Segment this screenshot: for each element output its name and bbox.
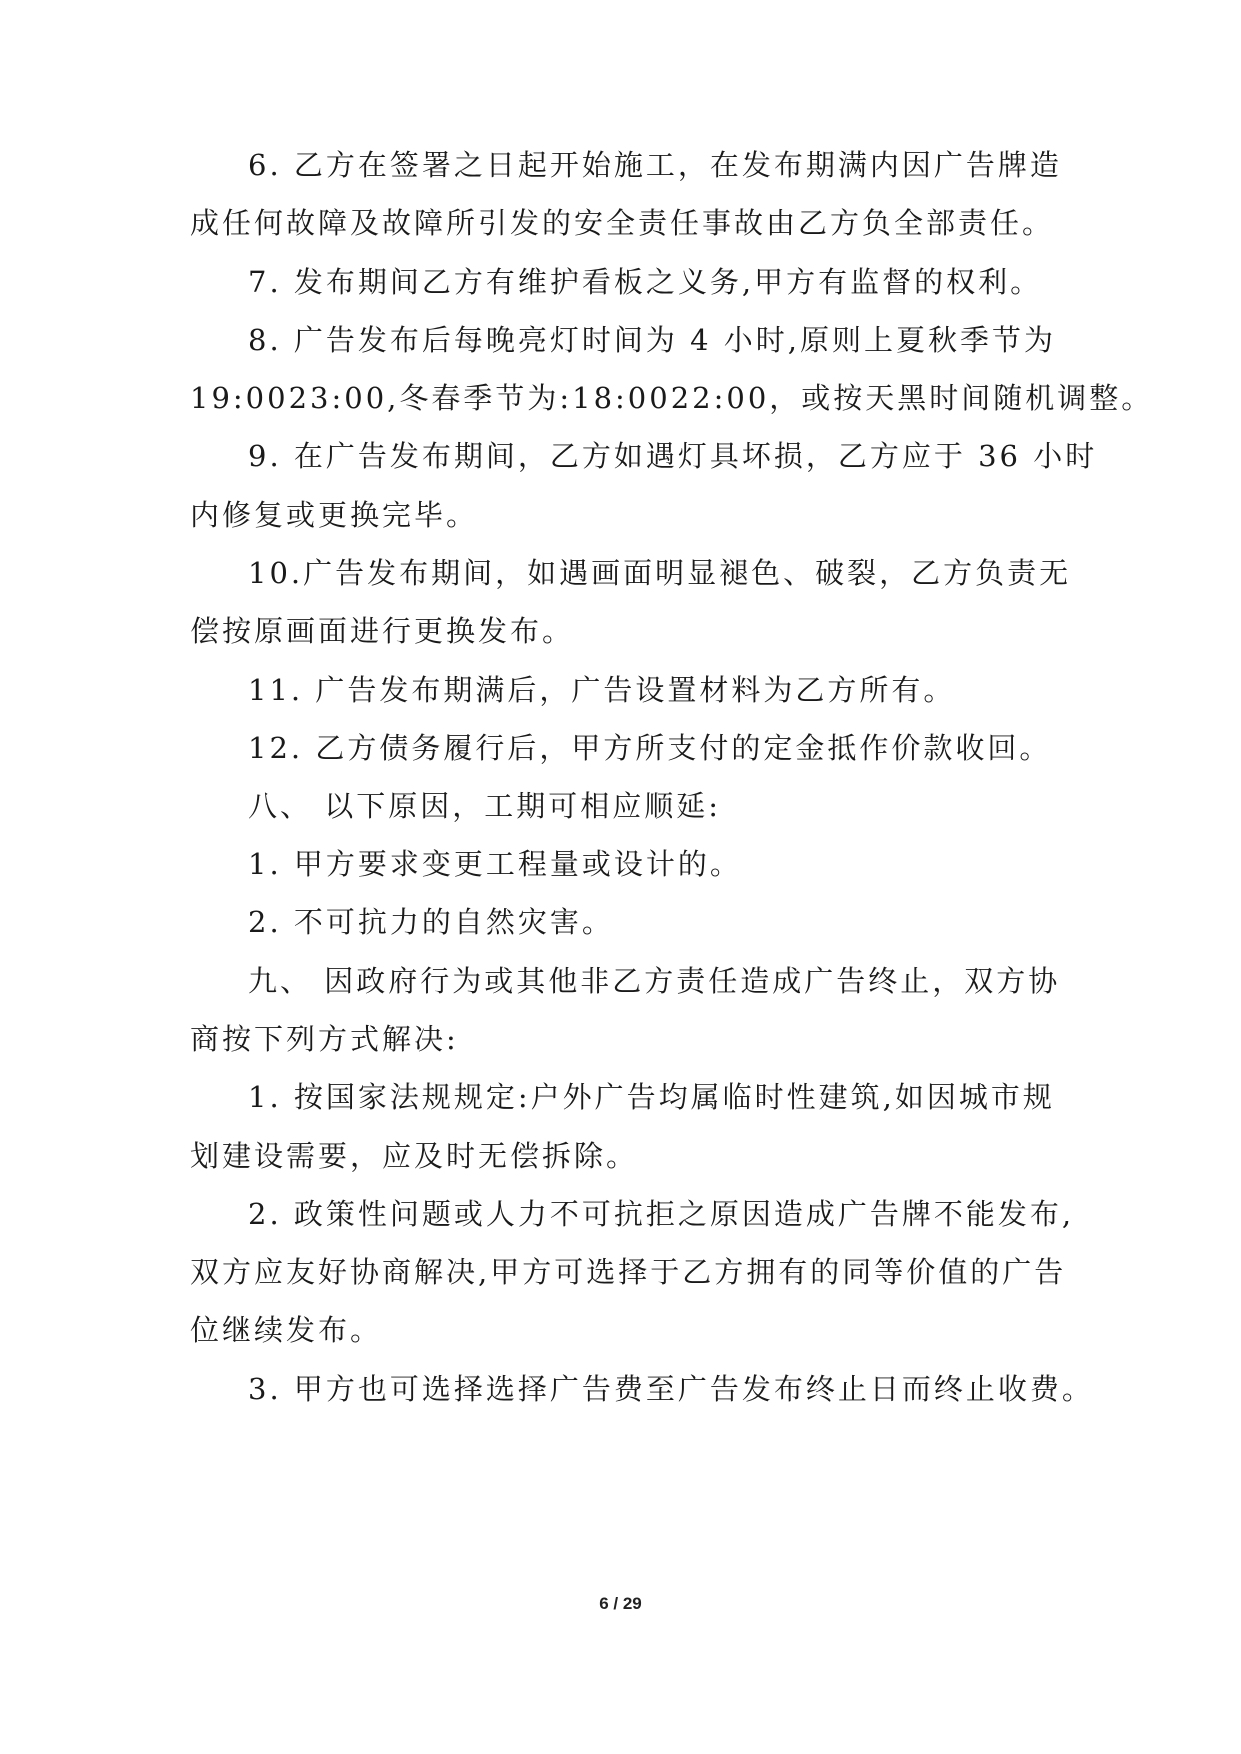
text-line: 7. 发布期间乙方有维护看板之义务,甲方有监督的权利。 <box>248 265 1043 299</box>
section-heading: 八、 以下原因，工期可相应顺延: <box>248 789 721 823</box>
text-line: 9. 在广告发布期间，乙方如遇灯具坏损，乙方应于 36 小时 <box>248 439 1098 473</box>
text-line: 8. 广告发布后每晚亮灯时间为 4 小时,原则上夏秋季节为 <box>248 323 1056 357</box>
text-line: 商按下列方式解决: <box>190 1022 459 1056</box>
text-line: 双方应友好协商解决,甲方可选择于乙方拥有的同等价值的广告 <box>190 1255 1067 1289</box>
text-line: 偿按原画面进行更换发布。 <box>190 614 575 648</box>
text-line: 12. 乙方债务履行后，甲方所支付的定金抵作价款收回。 <box>248 731 1052 765</box>
text-line: 6. 乙方在签署之日起开始施工，在发布期满内因广告牌造 <box>248 148 1062 182</box>
text-line: 成任何故障及故障所引发的安全责任事故由乙方负全部责任。 <box>190 206 1055 240</box>
text-line: 1. 甲方要求变更工程量或设计的。 <box>248 847 742 881</box>
page-number: 6 / 29 <box>599 1594 642 1613</box>
text-line: 19:0023:00,冬春季节为:18:0022:00，或按天黑时间随机调整。 <box>190 381 1154 415</box>
text-line: 2. 政策性问题或人力不可抗拒之原因造成广告牌不能发布, <box>248 1197 1075 1231</box>
text-line: 2. 不可抗力的自然灾害。 <box>248 905 614 939</box>
text-line: 划建设需要，应及时无偿拆除。 <box>190 1139 639 1173</box>
text-line: 11. 广告发布期满后，广告设置材料为乙方所有。 <box>248 673 956 707</box>
text-line: 3. 甲方也可选择选择广告费至广告发布终止日而终止收费。 <box>248 1372 1094 1406</box>
text-line: 1. 按国家法规规定:户外广告均属临时性建筑,如因城市规 <box>248 1080 1055 1114</box>
text-line: 10.广告发布期间，如遇画面明显褪色、破裂，乙方负责无 <box>248 556 1072 590</box>
text-line: 内修复或更换完毕。 <box>190 498 479 532</box>
text-line: 位继续发布。 <box>190 1313 383 1347</box>
section-heading: 九、 因政府行为或其他非乙方责任造成广告终止，双方协 <box>248 964 1061 998</box>
